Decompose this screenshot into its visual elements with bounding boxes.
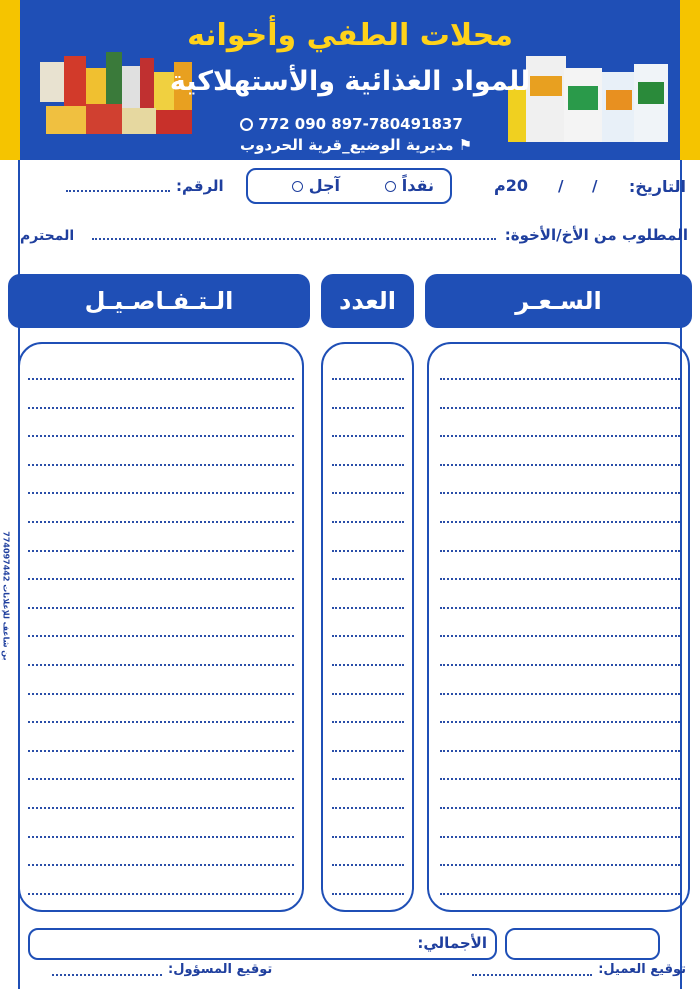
year-label: 20م <box>494 176 528 195</box>
table-row[interactable] <box>28 407 294 409</box>
header-banner <box>0 0 700 160</box>
credit-option[interactable] <box>292 176 340 195</box>
table-row[interactable] <box>28 435 294 437</box>
whatsapp-icon <box>240 118 253 131</box>
table-row[interactable] <box>440 521 680 523</box>
table-row[interactable] <box>440 435 680 437</box>
details-column <box>18 342 304 912</box>
table-row[interactable] <box>332 492 404 494</box>
cash-option[interactable] <box>385 176 434 195</box>
table-row[interactable] <box>332 693 404 695</box>
table-row[interactable] <box>440 635 680 637</box>
printer-side-note: بن شاعف للإعلانات 774097442 <box>1 531 11 661</box>
table-row[interactable] <box>440 492 680 494</box>
table-row[interactable] <box>332 578 404 580</box>
table-row[interactable] <box>28 492 294 494</box>
respected-label: المحترم <box>20 228 75 244</box>
table-row[interactable] <box>332 807 404 809</box>
address-text: مديرية الوضيع_قرية الحردوب <box>240 136 454 154</box>
location-pin-icon: ⚑ <box>458 136 473 154</box>
table-row[interactable] <box>28 721 294 723</box>
table-row[interactable] <box>332 864 404 866</box>
table-row[interactable] <box>440 407 680 409</box>
table-row[interactable] <box>28 750 294 752</box>
number-field[interactable] <box>66 190 170 192</box>
table-row[interactable] <box>28 693 294 695</box>
table-row[interactable] <box>440 550 680 552</box>
table-row[interactable] <box>440 807 680 809</box>
table-row[interactable] <box>332 464 404 466</box>
table-row[interactable] <box>28 807 294 809</box>
table-row[interactable] <box>440 378 680 380</box>
table-row[interactable] <box>440 864 680 866</box>
table-row[interactable] <box>28 378 294 380</box>
cash-label: نقداً <box>401 176 434 195</box>
price-column <box>427 342 690 912</box>
table-row[interactable] <box>440 578 680 580</box>
table-row[interactable] <box>332 521 404 523</box>
table-row[interactable] <box>332 435 404 437</box>
table-row[interactable] <box>332 778 404 780</box>
requested-from-label: المطلوب من الأخ/الأخوة: <box>504 226 688 244</box>
payment-type-box <box>246 168 452 204</box>
total-label-box <box>28 928 497 960</box>
table-row[interactable] <box>332 893 404 895</box>
customer-signature-label: توقيع العميل: <box>598 962 686 977</box>
table-row[interactable] <box>332 664 404 666</box>
table-row[interactable] <box>440 750 680 752</box>
table-row[interactable] <box>440 464 680 466</box>
price-column-header: السـعـر <box>425 274 692 328</box>
credit-radio[interactable] <box>292 181 303 192</box>
table-row[interactable] <box>332 607 404 609</box>
address-line <box>240 136 472 154</box>
phone-numbers: 772 090 897-780491837 <box>258 115 463 133</box>
table-row[interactable] <box>28 550 294 552</box>
table-row[interactable] <box>440 693 680 695</box>
table-row[interactable] <box>28 864 294 866</box>
table-row[interactable] <box>28 664 294 666</box>
total-label: الأجمالي: <box>417 934 487 952</box>
shop-name: محلات الطفي وأخوانه <box>187 18 513 53</box>
date-label: التاريخ: <box>628 177 686 196</box>
official-signature-label: توقيع المسؤول: <box>168 962 273 977</box>
official-signature-field[interactable] <box>52 974 162 976</box>
date-slash-1: / <box>592 177 598 195</box>
shop-subtitle: للمواد الغذائية والأستهلاكية <box>169 66 531 97</box>
table-row[interactable] <box>28 464 294 466</box>
table-row[interactable] <box>28 607 294 609</box>
credit-label: آجل <box>308 176 340 195</box>
count-column-header: العدد <box>321 274 414 328</box>
table-row[interactable] <box>440 664 680 666</box>
table-row[interactable] <box>28 578 294 580</box>
table-row[interactable] <box>28 893 294 895</box>
customer-signature-field[interactable] <box>472 974 592 976</box>
table-row[interactable] <box>440 893 680 895</box>
phone-line <box>240 115 463 133</box>
requested-from-field[interactable] <box>92 238 496 240</box>
table-row[interactable] <box>332 550 404 552</box>
cash-radio[interactable] <box>385 181 396 192</box>
table-row[interactable] <box>28 836 294 838</box>
total-value-box[interactable] <box>505 928 660 960</box>
table-row[interactable] <box>332 407 404 409</box>
details-column-header: الـتـفـاصـيـل <box>8 274 310 328</box>
table-row[interactable] <box>28 521 294 523</box>
table-row[interactable] <box>28 778 294 780</box>
table-row[interactable] <box>332 721 404 723</box>
count-column <box>321 342 414 912</box>
table-row[interactable] <box>332 836 404 838</box>
table-row[interactable] <box>332 750 404 752</box>
table-row[interactable] <box>440 721 680 723</box>
table-row[interactable] <box>332 635 404 637</box>
table-row[interactable] <box>440 836 680 838</box>
table-row[interactable] <box>28 635 294 637</box>
table-row[interactable] <box>440 607 680 609</box>
date-slash-2: / <box>558 177 564 195</box>
number-label: الرقم: <box>176 177 224 195</box>
table-row[interactable] <box>332 378 404 380</box>
table-row[interactable] <box>440 778 680 780</box>
